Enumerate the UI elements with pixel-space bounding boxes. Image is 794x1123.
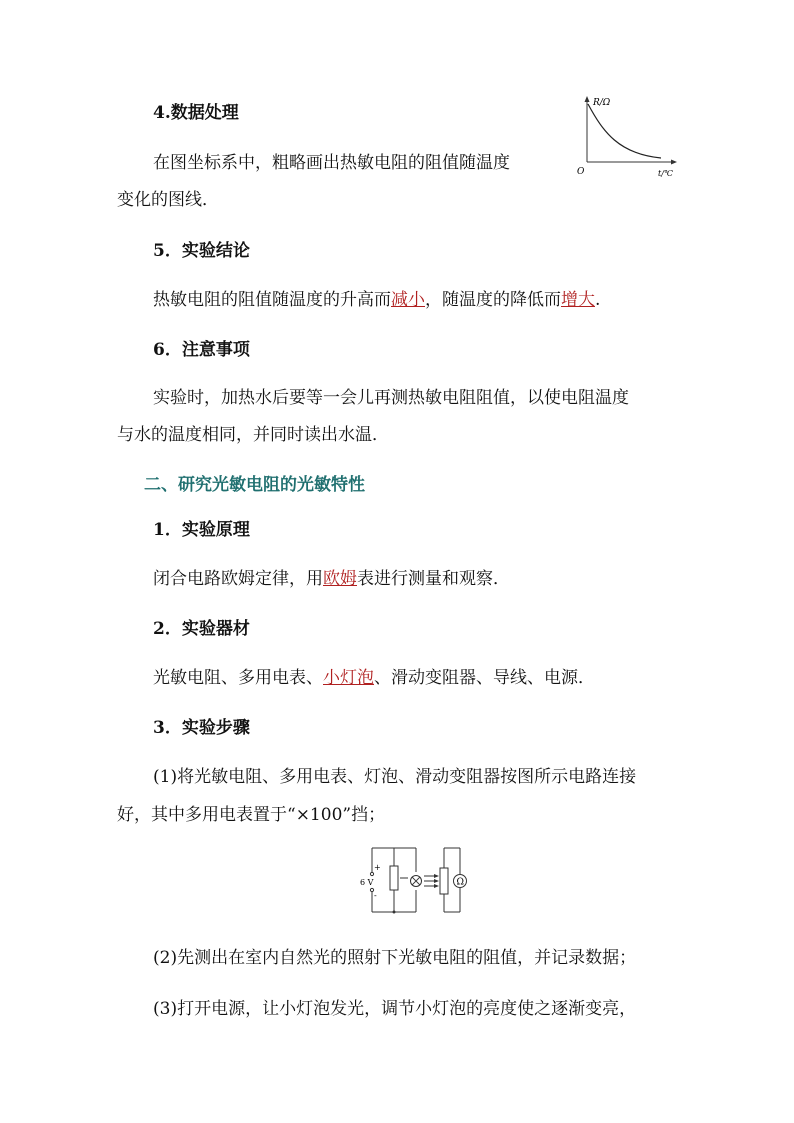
graph-x-arrow: [671, 160, 677, 165]
light-ray-arrow: [434, 884, 439, 888]
battery-terminal-plus: [370, 872, 373, 875]
answer-small-bulb: 小灯泡: [323, 668, 374, 688]
ohmmeter-symbol: Ω: [456, 877, 464, 888]
section-6-heading: 6．注意事项: [153, 340, 250, 360]
section-5-conclusion: [153, 285, 600, 310]
section-6-paragraph-line2: 与水的温度相同，并同时读出水温．: [117, 425, 389, 445]
rheostat: [390, 866, 398, 890]
battery-plus-sign: +: [374, 863, 381, 872]
section-4-heading: 4.数据处理: [153, 103, 239, 123]
answer-decrease: 减小: [391, 290, 425, 310]
step-1-line1: (1)将光敏电阻、多用电表、灯泡、滑动变阻器按图所示电路连接: [153, 767, 637, 787]
graph-y-label: R/Ω: [593, 98, 611, 108]
step-2: (2)先测出在室内自然光的照射下光敏电阻的阻值，并记录数据；: [153, 948, 637, 968]
battery-voltage-label: 6 V: [360, 878, 374, 887]
graph-y-arrow: [585, 96, 590, 102]
conclusion-text-3: .: [595, 290, 601, 310]
part-2-section-2-heading: 2．实验器材: [153, 619, 250, 639]
part-2-section-3-heading: 3．实验步骤: [153, 718, 250, 738]
conclusion-text-2: ，随温度的降低而: [425, 290, 561, 310]
principle-text-1: 闭合电路欧姆定律，用: [153, 569, 323, 589]
section-5-heading: 5．实验结论: [153, 241, 250, 261]
answer-increase: 增大: [561, 290, 595, 310]
light-ray-arrow: [434, 879, 439, 883]
equipment-text-2: 、滑动变阻器、导线、电源．: [374, 668, 595, 688]
part-2-section-1-text: [153, 564, 510, 589]
conclusion-text-1: 热敏电阻的阻值随温度的升高而: [153, 290, 391, 310]
graph-curve: [588, 104, 661, 158]
section-6-paragraph-line1: 实验时，加热水后要等一会儿再测热敏电阻阻值，以使电阻温度: [153, 388, 629, 408]
part-2-section-2-text: [153, 663, 595, 688]
light-ray-arrow: [434, 874, 439, 878]
section-4-paragraph-line2: 变化的图线．: [117, 190, 219, 210]
graph-x-label: t/℃: [658, 169, 673, 178]
part-2-title: 二、研究光敏电阻的光敏特性: [144, 475, 365, 495]
graph-origin-label: O: [577, 167, 585, 177]
step-3: (3)打开电源，让小灯泡发光，调节小灯泡的亮度使之逐渐变亮，: [153, 999, 637, 1019]
circuit-junction: [393, 911, 396, 914]
equipment-text-1: 光敏电阻、多用电表、: [153, 668, 323, 688]
principle-text-2: 表进行测量和观察．: [357, 569, 510, 589]
photoresistor: [440, 868, 448, 894]
section-4-paragraph-line1: 在图坐标系中，粗略画出热敏电阻的阻值随温度: [153, 153, 510, 173]
circuit-diagram: [358, 842, 470, 918]
part-2-section-1-heading: 1．实验原理: [153, 520, 250, 540]
resistance-temperature-graph: [575, 94, 685, 180]
answer-ohm: 欧姆: [323, 569, 357, 589]
step-1-line2: 好，其中多用电表置于“×100”挡；: [117, 805, 386, 825]
battery-minus-sign: -: [374, 891, 377, 900]
